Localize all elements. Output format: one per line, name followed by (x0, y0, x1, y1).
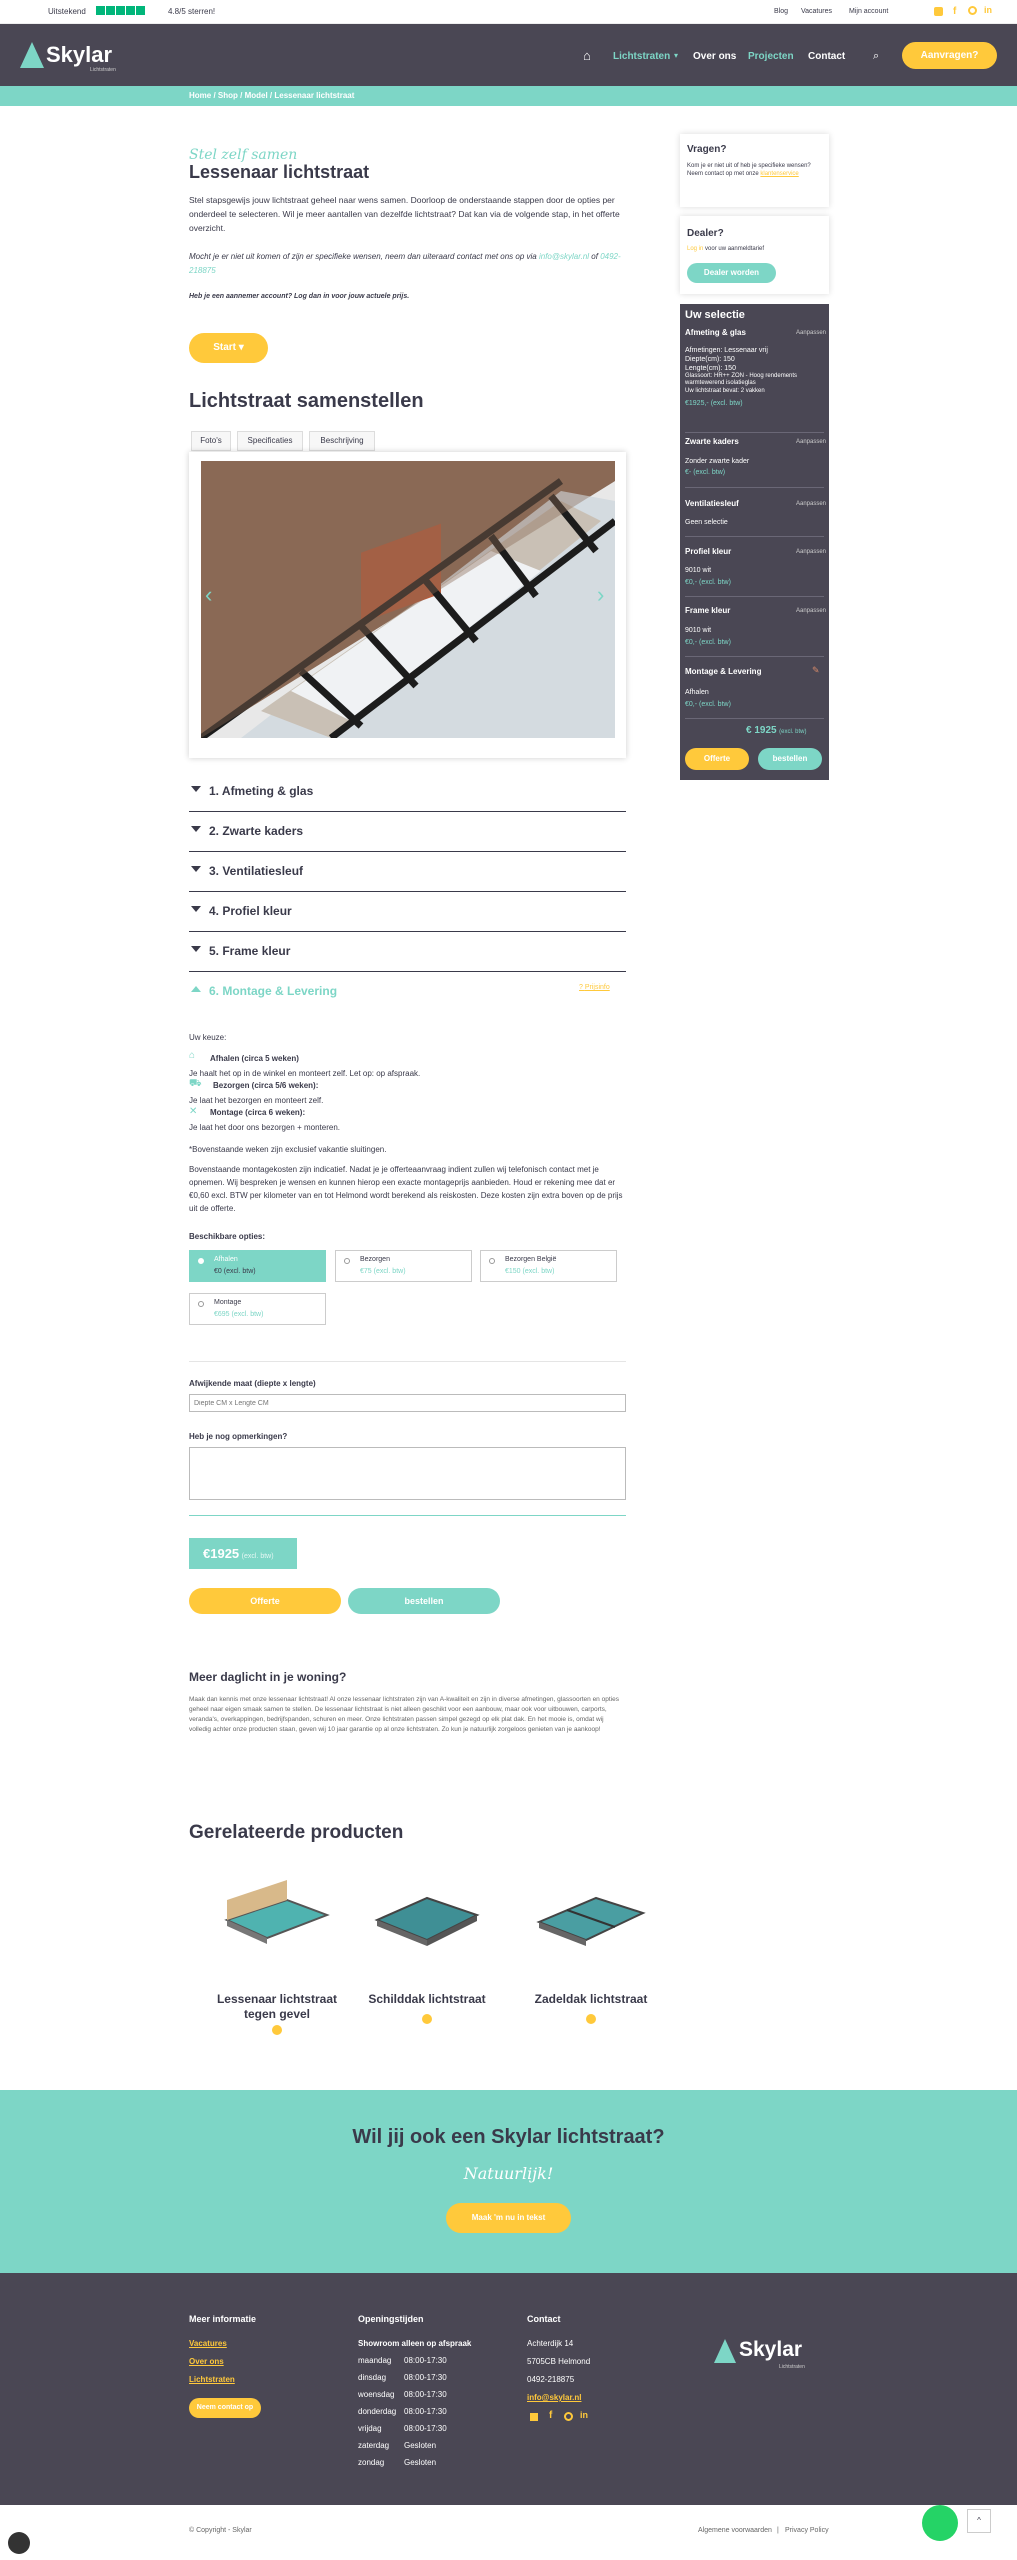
selection-price: €1925,- (685, 400, 709, 407)
nav-lichtstraten[interactable]: Lichtstraten (613, 51, 671, 62)
breadcrumb-current: Lessenaar lichtstraat (274, 91, 355, 100)
trustpilot-stars (96, 6, 145, 15)
hours-time: 08:00-17:30 (404, 2356, 447, 2365)
choice-afhalen-desc: Je haalt het op in de winkel en monteert zelf. Let op: op afspraak. (189, 1069, 421, 1078)
selection-line: Diepte(cm): 150 (685, 356, 735, 363)
hours-day: vrijdag (358, 2424, 382, 2433)
change-link[interactable]: Aanpassen (796, 608, 827, 614)
hours-day: woensdag (358, 2390, 395, 2399)
page-title: Lessenaar lichtstraat (189, 162, 370, 182)
product-photo (201, 461, 615, 738)
choice-label: Uw keuze: (189, 1033, 227, 1042)
change-link[interactable]: Aanpassen (796, 549, 827, 555)
related-product-1[interactable] (202, 1880, 352, 2038)
brand-tagline: Lichtstraten (90, 67, 116, 73)
selection-line: Geen selectie (685, 519, 728, 526)
option-afhalen-suffix: (excl. btw) (223, 1268, 256, 1275)
choice-montage-title: Montage (circa 6 weken): (210, 1108, 306, 1117)
change-link[interactable]: Aanpassen (796, 439, 827, 445)
option-belgie-price: €150 (505, 1268, 521, 1275)
nav-over-ons[interactable]: Over ons (693, 51, 737, 62)
cta-button[interactable]: Maak 'm nu in tekst (446, 2203, 571, 2233)
breadcrumb-shop[interactable]: Shop (217, 91, 238, 100)
step-2-label: 2. Zwarte kaders (209, 824, 304, 838)
total-price-suffix: (excl. btw) (241, 1553, 274, 1560)
footer-link-lichtstraten[interactable]: Lichtstraten (189, 2375, 235, 2384)
edit-pencil-icon[interactable]: ✎ (812, 665, 820, 675)
hours-time: 08:00-17:30 (404, 2424, 447, 2433)
selection-block-title: Profiel kleur (685, 547, 732, 556)
hours-day: donderdag (358, 2407, 397, 2416)
montage-info: Bovenstaande montagekosten zijn indicatief. Nadat je je offerteaanvraag indient zullen wij telefonisch contact met je opnemen. Wij bespreken je wensen en kunnen hierop een exacte montageprijs aanbieden. Houd er rekening mee dat er €0,60 excl. BTW per kilometer van en tot Helmond wordt berekend als reiskosten. Deze kosten zijn extra boven op de prijs uit de offerte. (189, 1165, 623, 1213)
option-montage-name: Montage (214, 1299, 242, 1306)
total-price-badge (189, 1538, 297, 1569)
selection-panel (680, 304, 829, 780)
footer-hours-title: Openingstijden (358, 2314, 424, 2324)
divider (685, 536, 824, 537)
questions-body: Kom je er niet uit of heb je specifieke wensen? Neem contact op met onze (687, 163, 811, 177)
product-2-name[interactable]: Schilddak lichtstraat (368, 1992, 486, 2006)
breadcrumb: Home / Shop / Model / Lessenaar lichtstraat (189, 91, 355, 100)
size-label: Afwijkende maat (diepte x lengte) (189, 1379, 316, 1388)
facebook-icon[interactable]: f (549, 2410, 553, 2421)
start-label: Start (213, 342, 236, 353)
store-icon: ⌂ (189, 1050, 196, 1061)
choice-bezorgen-desc: Je laat het bezorgen en monteert zelf. (189, 1096, 324, 1105)
hours-day: zondag (358, 2458, 385, 2467)
caret-down-icon (191, 826, 201, 832)
related-title: Gerelateerde producten (189, 1822, 404, 1843)
choice-bezorgen-title: Bezorgen (circa 5/6 weken): (213, 1081, 319, 1090)
caret-down-icon (191, 786, 201, 792)
selection-suffix: (excl. btw) (710, 400, 743, 407)
dealer-card (680, 216, 829, 294)
selection-line: Lengte(cm): 150 (685, 365, 736, 372)
contact-street: Achterdijk 14 (527, 2339, 574, 2348)
footer-contact-button[interactable]: Neem contact op (189, 2398, 261, 2418)
breadcrumb-bar (0, 86, 1017, 106)
related-product-3[interactable] (516, 1880, 666, 2032)
nav-contact[interactable]: Contact (808, 51, 846, 62)
dealer-text (687, 246, 764, 252)
step-1-label: 1. Afmeting & glas (209, 784, 314, 798)
copyright: © Copyright - Skylar (189, 2527, 252, 2534)
seo-text: Maak dan kennis met onze lessenaar lichtstraat! Al onze lessenaar lichtstraten zijn van A-kwaliteit en zijn in diverse afmetingen, glassoorten en opties geheel naar eigen smaak samen te stellen. De lessenaar lichtstraat is niet alleen geschikt voor een aanbouw, maar ook voor uitbouwen, carports, veranda's, overkappingen, bedrijfspanden, schuren en meer. Onze lichtstraten passen simpel gezegd op elk plat dak. En het mooie is, omdat wij volledig achter onze producten staan, geven wij 10 jaar garantie op al onze lichtstraten. Zo kun je natuurlijk zorgeloos genieten van je aankoop! (189, 1696, 619, 1733)
options-label: Beschikbare opties: (189, 1232, 266, 1241)
option-bezorgen[interactable] (335, 1250, 472, 1282)
linkedin-icon[interactable]: in (984, 5, 992, 15)
note-or: of (591, 252, 598, 261)
selection-block-title: Ventilatiesleuf (685, 499, 739, 508)
option-afhalen[interactable] (189, 1250, 326, 1282)
selection-line: Uw lichtstraat bevat: 2 vakken (685, 388, 765, 394)
start-button[interactable]: Start ▾ (189, 333, 268, 363)
selection-block-title: Zwarte kaders (685, 437, 739, 446)
product-3-image (531, 1880, 651, 1960)
selection-total (746, 725, 806, 736)
pinterest-icon[interactable] (968, 6, 977, 15)
note-phone-link[interactable]: 0492-218875 (189, 252, 621, 275)
contact-note (189, 250, 626, 278)
vacation-note: *Bovenstaande weken zijn exclusief vakantie sluitingen. (189, 1145, 387, 1154)
breadcrumb-model[interactable]: Model (244, 91, 268, 100)
option-bezorgen-belgie[interactable] (480, 1250, 617, 1282)
tools-icon: ✕ (189, 1106, 198, 1117)
divider (685, 487, 824, 488)
cta-script: Natuurlijk! (463, 2164, 554, 2183)
aanvragen-button[interactable]: Aanvragen? (902, 42, 997, 69)
caret-down-icon (191, 866, 201, 872)
questions-title: Vragen? (687, 144, 727, 155)
questions-text (687, 162, 822, 178)
skylar-logo-icon[interactable] (714, 2339, 736, 2363)
info-icon[interactable] (272, 2025, 282, 2035)
divider (685, 596, 824, 597)
step-2-accordion[interactable] (189, 812, 626, 852)
selection-price: €- (685, 469, 692, 476)
footer-contact-title: Contact (527, 2314, 561, 2324)
size-input[interactable] (189, 1394, 626, 1412)
product-2-image (367, 1880, 487, 1960)
footer-brand-tagline: Lichtstraten (779, 2364, 805, 2370)
selection-line: Glassoort: HR++ ZON - Hoog rendements warmtewerend isolatieglas (685, 373, 798, 386)
selection-price: €0,- (685, 579, 698, 586)
topbar-link-account[interactable]: Mijn account (849, 8, 889, 15)
scroll-top-button[interactable]: ^ (967, 2509, 991, 2533)
option-belgie-suffix: (excl. btw) (522, 1268, 555, 1275)
selection-suffix: (excl. btw) (699, 579, 731, 586)
footer (0, 2273, 1017, 2505)
step-6-help-link[interactable]: ? Prijsinfo (579, 984, 610, 991)
option-afhalen-price: €0 (214, 1268, 222, 1275)
topbar-link-blog[interactable]: Blog (774, 8, 789, 15)
step-1-accordion[interactable] (189, 772, 626, 812)
skylar-logo-icon[interactable] (20, 42, 44, 68)
compose-title: Lichtstraat samenstellen (189, 390, 424, 412)
footer-link-over-ons[interactable]: Over ons (189, 2357, 224, 2366)
hours-time: 08:00-17:30 (404, 2390, 447, 2399)
rating-label: Uitstekend (48, 7, 86, 16)
hours-time: 08:00-17:30 (404, 2407, 447, 2416)
selection-suffix: (excl. btw) (699, 639, 731, 646)
selection-total-suffix: (excl. btw) (779, 729, 807, 735)
questions-card (680, 134, 829, 207)
remarks-textarea[interactable] (189, 1447, 626, 1500)
divider (685, 656, 824, 657)
selection-line: Afhalen (685, 689, 709, 696)
selection-total-price: € 1925 (746, 725, 777, 736)
option-montage[interactable] (189, 1293, 326, 1325)
step-5-label: 5. Frame kleur (209, 944, 291, 958)
cta-band (0, 2090, 1017, 2273)
privacy-link[interactable]: Privacy Policy (785, 2527, 829, 2534)
photo-gallery (189, 452, 626, 758)
hours-subtitle: Showroom alleen op afspraak (358, 2339, 472, 2348)
radio-selected-icon (198, 1258, 204, 1264)
hours-time: Gesloten (404, 2441, 437, 2450)
chevron-left-icon[interactable]: ‹ (205, 582, 213, 607)
facebook-icon[interactable]: f (953, 6, 957, 17)
product-1-name[interactable]: Lessenaar lichtstraat tegen gevel (216, 1992, 338, 2021)
pinterest-icon[interactable] (564, 2412, 573, 2421)
selection-price: €0,- (685, 639, 698, 646)
step-6-label: 6. Montage & Levering (209, 984, 338, 998)
divider (685, 432, 824, 433)
breadcrumb-home[interactable]: Home (189, 91, 212, 100)
divider (685, 718, 824, 719)
footer-link-vacatures[interactable]: Vacatures (189, 2339, 227, 2348)
remarks-label: Heb je nog opmerkingen? (189, 1432, 288, 1441)
nav-projecten[interactable]: Projecten (748, 51, 794, 62)
option-bezorgen-suffix: (excl. btw) (373, 1268, 406, 1275)
contact-phone[interactable]: 0492-218875 (527, 2375, 575, 2384)
choice-afhalen-title: Afhalen (circa 5 weken) (210, 1054, 299, 1063)
selection-block-title: Montage & Levering (685, 667, 762, 676)
become-dealer-button[interactable]: Dealer worden (687, 263, 776, 283)
order-button[interactable]: bestellen (348, 1588, 500, 1614)
related-product-2[interactable] (352, 1880, 502, 2032)
mail-icon[interactable] (530, 2413, 538, 2421)
cookie-settings-icon[interactable] (8, 2532, 30, 2554)
caret-up-icon (191, 986, 201, 992)
step-3-label: 3. Ventilatiesleuf (209, 864, 304, 878)
selection-price: €0,- (685, 701, 698, 708)
contractor-note[interactable]: Heb je een aannemer account? Log dan in voor jouw actuele prijs. (189, 293, 410, 300)
terms-link[interactable]: Algemene voorwaarden (698, 2527, 772, 2534)
dealer-login-link[interactable]: Log in (687, 246, 704, 252)
bottom-bar: © Copyright - Skylar Algemene voorwaarden | Privacy Policy ^ (0, 2505, 1017, 2560)
seo-title: Meer daglicht in je woning? (189, 1670, 347, 1684)
total-price: €1925 (203, 1546, 240, 1561)
topbar-link-vacatures[interactable]: Vacatures (801, 8, 832, 15)
product-3-name[interactable]: Zadeldak lichtstraat (534, 1992, 648, 2006)
choice-montage-desc: Je laat het door ons bezorgen + monteren. (189, 1123, 340, 1132)
selection-title: Uw selectie (685, 309, 745, 321)
note-email-link[interactable]: info@skylar.nl (538, 252, 590, 261)
rating-text: 4.8/5 sterren! (168, 7, 216, 16)
whatsapp-icon[interactable] (922, 2505, 958, 2541)
contact-city: 5705CB Helmond (527, 2357, 591, 2366)
selection-suffix: (excl. btw) (693, 469, 726, 476)
hours-time: Gesloten (404, 2458, 437, 2467)
option-bezorgen-name: Bezorgen (360, 1256, 390, 1263)
hours-day: zaterdag (358, 2441, 390, 2450)
divider (189, 1361, 626, 1362)
linkedin-icon[interactable]: in (580, 2410, 588, 2420)
dealer-body: voor uw aanmeldtarief (705, 246, 765, 252)
brand-name[interactable]: Skylar (46, 42, 113, 67)
step-5-accordion[interactable] (189, 932, 626, 972)
step-4-label: 4. Profiel kleur (209, 904, 292, 918)
footer-brand-name[interactable]: Skylar (739, 2338, 803, 2361)
option-afhalen-name: Afhalen (214, 1256, 238, 1263)
tab-fotos[interactable]: Foto's (191, 431, 231, 451)
quote-button[interactable]: Offerte (189, 1588, 341, 1614)
option-belgie-name: Bezorgen België (505, 1256, 557, 1263)
divider (189, 1515, 626, 1516)
footer-info-title: Meer informatie (189, 2314, 257, 2324)
selection-line: Zonder zwarte kader (685, 458, 750, 465)
mail-icon[interactable] (934, 7, 943, 16)
caret-down-icon (191, 906, 201, 912)
selection-line: 9010 wit (685, 627, 712, 634)
step-4-accordion[interactable] (189, 892, 626, 932)
caret-down-icon (191, 946, 201, 952)
search-icon[interactable]: ⌕ (873, 50, 880, 62)
chevron-down-icon: ▾ (674, 51, 679, 60)
cta-title: Wil jij ook een Skylar lichtstraat? (352, 2126, 665, 2148)
tab-beschrijving[interactable]: Beschrijving (309, 431, 375, 451)
hours-time: 08:00-17:30 (404, 2373, 447, 2382)
sidebar-quote-button[interactable]: Offerte (685, 748, 749, 770)
selection-suffix: (excl. btw) (699, 701, 731, 708)
tab-specificaties[interactable]: Specificaties (237, 431, 303, 451)
product-1-image (217, 1880, 337, 1960)
radio-icon (489, 1258, 495, 1264)
contact-email[interactable]: info@skylar.nl (527, 2393, 582, 2402)
radio-icon (198, 1301, 204, 1307)
selection-block-title: Frame kleur (685, 606, 731, 615)
intro-text: Stel stapsgewijs jouw lichtstraat geheel naar wens samen. Doorloop de onderstaande stappen door de opties per onderdeel te selecteren. Wil je meer aantallen van dezelfde lichtstraat? Dat kan via de volgende stap, in het offerte overzicht. (189, 195, 620, 233)
option-montage-suffix: (excl. btw) (231, 1311, 264, 1318)
info-icon[interactable] (586, 2014, 596, 2024)
top-bar (0, 0, 1017, 24)
radio-icon (344, 1258, 350, 1264)
home-icon[interactable]: ⌂ (583, 48, 591, 63)
selection-line: Afmetingen: Lessenaar vrij (685, 347, 768, 354)
selection-block-title: Afmeting & glas (685, 328, 746, 337)
change-link[interactable]: Aanpassen (796, 501, 827, 507)
dealer-title: Dealer? (687, 228, 724, 239)
hours-day: dinsdag (358, 2373, 387, 2382)
hours-day: maandag (358, 2356, 392, 2365)
option-montage-price: €695 (214, 1311, 230, 1318)
note-text: Mocht je er niet uit komen of zijn er specifieke wensen, neem dan uiteraard contact met ons op via (189, 252, 537, 261)
truck-icon: ⛟ (189, 1078, 202, 1089)
info-icon[interactable] (422, 2014, 432, 2024)
customer-service-link[interactable]: klantenservice (760, 171, 799, 177)
help-label: Prijsinfo (584, 984, 610, 991)
chevron-right-icon[interactable]: › (597, 582, 605, 607)
sidebar-order-button[interactable]: bestellen (758, 748, 822, 770)
script-title: Stel zelf samen (189, 147, 298, 163)
step-3-accordion[interactable] (189, 852, 626, 892)
main-navigation (0, 24, 1017, 86)
change-link[interactable]: Aanpassen (796, 330, 827, 336)
option-bezorgen-price: €75 (360, 1268, 372, 1275)
selection-line: 9010 wit (685, 567, 712, 574)
step-6-accordion[interactable] (189, 972, 626, 1012)
